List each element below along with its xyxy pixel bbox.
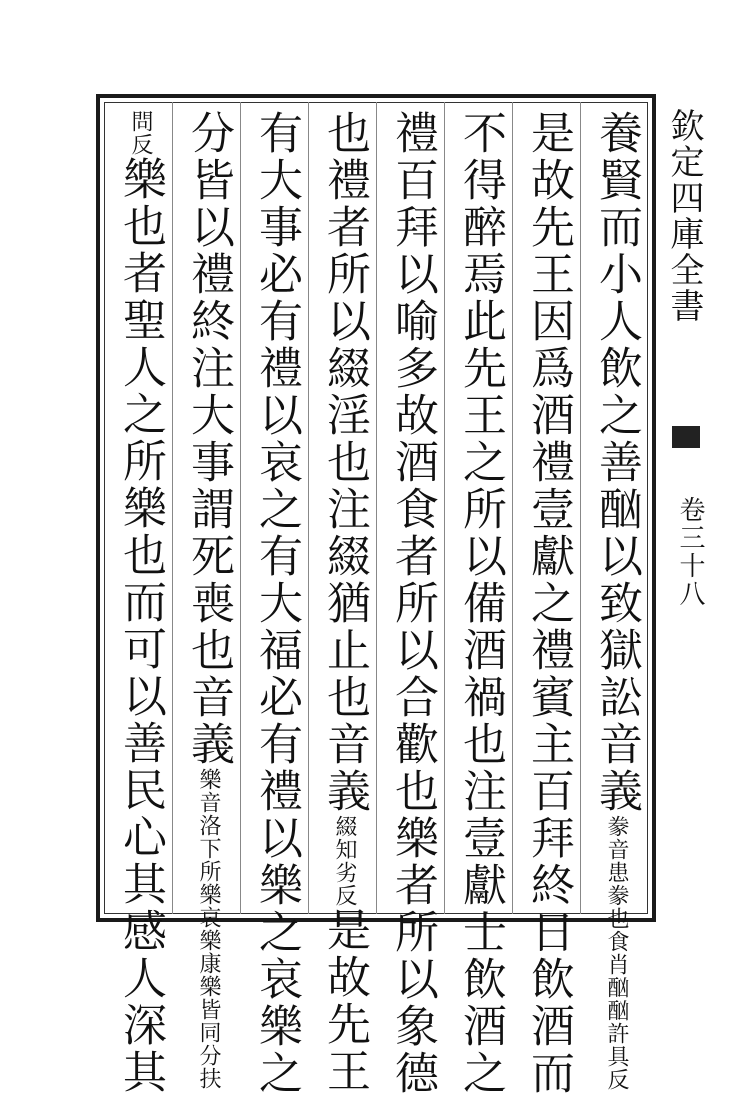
main-text: 禮百拜以喻多故酒食者所以合歡也樂者所以象德 — [387, 110, 438, 1097]
volume-label: 卷三十八 — [675, 496, 705, 608]
text-column-6 — [248, 110, 304, 1097]
column-rule — [240, 102, 241, 914]
column-rule — [444, 102, 445, 914]
main-text: 也禮者所以綴淫也注綴猶止也音義 — [319, 110, 370, 815]
main-text-tail: 是故先王 — [319, 907, 370, 1095]
annotation: 綴知劣反 — [332, 815, 357, 907]
column-rule — [172, 102, 173, 914]
main-text: 分皆以禮終注大事謂死喪也音義 — [183, 110, 234, 768]
main-text: 是故先王因爲酒禮壹獻之禮賓主百拜終日飲酒而 — [523, 110, 574, 1097]
text-column-5 — [316, 110, 372, 1095]
text-column-4 — [384, 110, 440, 1097]
annotation: 樂音洛下所樂哀樂康樂皆同分扶 — [196, 768, 221, 1090]
text-column-1 — [588, 110, 644, 1091]
main-text: 樂也者聖人之所樂也而可以善民心其感人深其 — [115, 156, 166, 1096]
annotation: 豢音患豢也食肖酗酗許具反 — [604, 815, 629, 1091]
column-rule — [376, 102, 377, 914]
text-column-3 — [452, 110, 508, 1097]
column-rule — [580, 102, 581, 914]
text-column-7 — [180, 110, 236, 1090]
main-text: 不得醉焉此先王之所以備酒禍也注壹獻士飲酒之 — [455, 110, 506, 1097]
annotation-lead: 問反 — [128, 110, 153, 156]
text-column-8 — [112, 110, 168, 1096]
main-text: 有大事必有禮以哀之有大福必有禮以樂之哀樂之 — [251, 110, 302, 1097]
main-text: 養賢而小人飲之善酗以致獄訟音義 — [591, 110, 642, 815]
text-column-2 — [520, 110, 576, 1097]
column-rule — [308, 102, 309, 914]
margin-column — [658, 100, 706, 800]
edition-title: 欽定四庫全書 — [664, 108, 704, 324]
fish-tail-mark — [672, 426, 700, 448]
column-rule — [512, 102, 513, 914]
